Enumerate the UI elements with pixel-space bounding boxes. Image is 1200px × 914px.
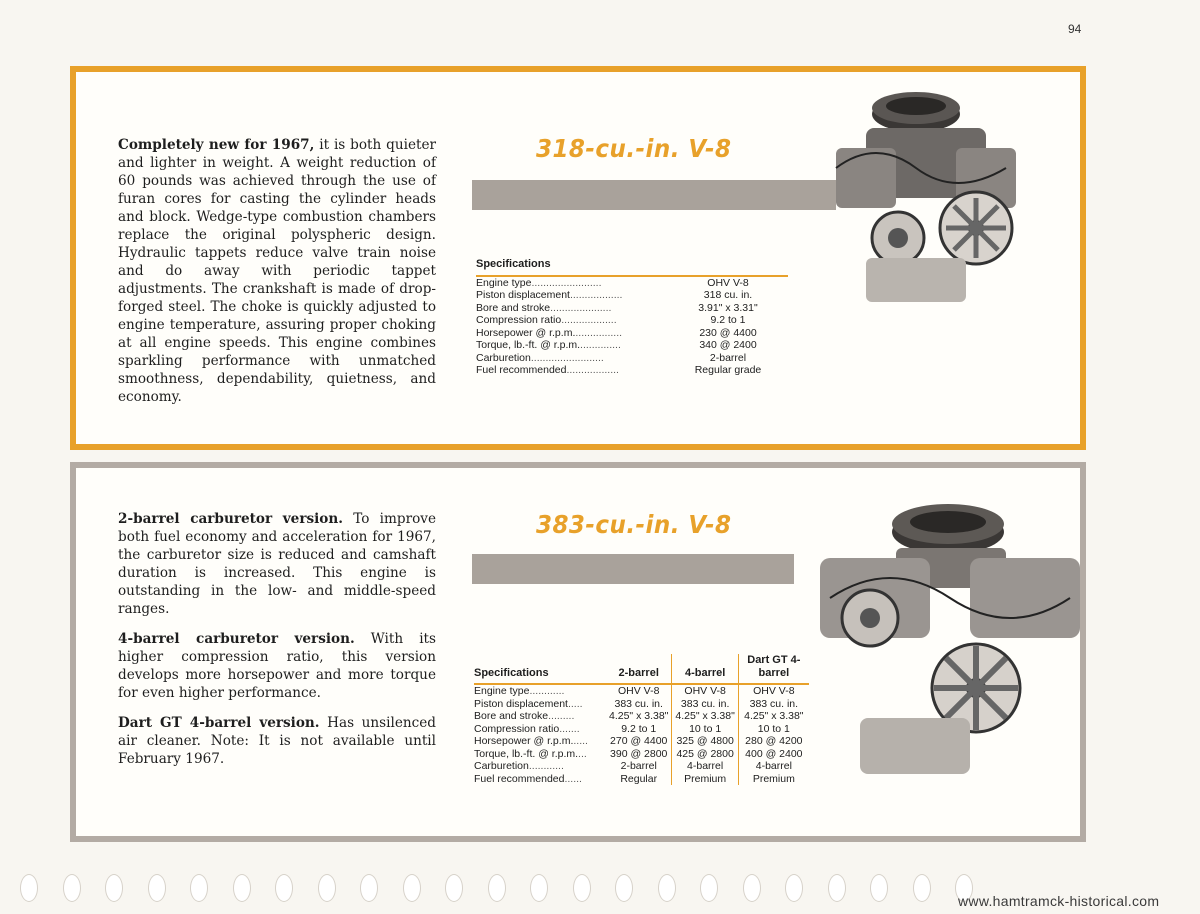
binder-hole: [615, 874, 633, 902]
spec-value: 9.2 to 1: [621, 722, 657, 735]
table-row: Horsepower @ r.p.m................. 230 @ 4400: [476, 327, 788, 340]
spec-label: Torque, lb.-ft. @ r.p.m.: [474, 747, 579, 760]
spec-label: Piston displacement: [474, 697, 568, 710]
binder-hole: [870, 874, 888, 902]
spec-value: 3.91" x 3.31": [698, 301, 758, 314]
binder-hole: [743, 874, 761, 902]
description-paragraph: [118, 630, 436, 702]
spec-value: 230 @ 4400: [699, 326, 757, 339]
engine-title: 318-cu.-in. V-8: [536, 134, 732, 163]
spec-value: Regular grade: [694, 364, 762, 376]
spec-value: 2-barrel: [709, 351, 747, 364]
binder-hole: [700, 874, 718, 902]
column-header: 4-barrel: [672, 654, 738, 684]
spec-value: OHV V-8: [672, 684, 738, 698]
description-lead: 2-barrel carburetor version.: [118, 511, 343, 527]
spec-value: 4.25" x 3.38": [738, 710, 809, 723]
binder-hole: [828, 874, 846, 902]
description-text: Has unsilenced air cleaner. Note: It is not available until February 1967.: [118, 715, 436, 767]
binder-hole: [105, 874, 123, 902]
binder-hole: [403, 874, 421, 902]
spec-value: 340 @ 2400: [699, 339, 757, 351]
spec-value: OHV V-8: [707, 276, 749, 289]
spec-label: Compression ratio: [474, 722, 560, 735]
engine-panel-318: [70, 66, 1086, 450]
table-row: Compression ratio................... 9.2 to 1: [476, 314, 788, 327]
spec-value: OHV V-8: [617, 685, 660, 697]
spec-label: Engine type: [474, 685, 530, 697]
spec-header: Specifications: [476, 258, 788, 276]
binder-hole: [20, 874, 38, 902]
binder-hole: [148, 874, 166, 902]
spec-value: OHV V-8: [738, 684, 809, 698]
table-row: Torque, lb.-ft. @ r.p.m............... 340 @ 2400: [476, 339, 788, 352]
table-row: Piston displacement..... 383 cu. in. 383 cu. in. 383 cu. in.: [474, 698, 809, 711]
spec-value: Premium: [738, 773, 809, 786]
spec-label: Piston displacement: [476, 289, 570, 301]
binder-hole: [318, 874, 336, 902]
engine-photo-318: [816, 78, 1046, 310]
spec-label: Torque, lb.-ft. @ r.p.m.: [476, 339, 581, 351]
spec-label: Horsepower @ r.p.m.: [474, 735, 574, 747]
description-paragraph: [118, 510, 436, 618]
watermark: www.hamtramck-historical.com: [958, 893, 1160, 909]
spec-value: 383 cu. in.: [738, 698, 809, 711]
spec-label: Engine type: [476, 276, 532, 289]
table-row: Torque, lb.-ft. @ r.p.m.... 390 @ 2800 425 @ 2800 400 @ 2400: [474, 748, 809, 761]
spec-label: Fuel recommended: [476, 364, 567, 376]
spec-value: 4.25" x 3.38": [609, 710, 669, 722]
spec-value: 9.2 to 1: [710, 314, 746, 326]
binder-hole: [233, 874, 251, 902]
binder-hole: [488, 874, 506, 902]
spec-label: Horsepower @ r.p.m.: [476, 326, 576, 339]
table-row: Engine type............ OHV V-8 OHV V-8 OHV V-8: [474, 684, 809, 698]
table-row: Compression ratio....... 9.2 to 1 10 to 1 10 to 1: [474, 723, 809, 736]
binder-hole: [573, 874, 591, 902]
title-bar: [472, 554, 794, 584]
spec-value: 2-barrel: [620, 760, 657, 772]
spec-value: 10 to 1: [672, 723, 738, 736]
table-row: Carburetion............ 2-barrel 4-barrel 4-barrel: [474, 760, 809, 773]
spec-value: 383 cu. in.: [614, 697, 663, 710]
spec-value: 400 @ 2400: [738, 748, 809, 761]
binder-hole: [360, 874, 378, 902]
spec-value: 325 @ 4800: [672, 735, 738, 748]
spec-value: 4-barrel: [738, 760, 809, 773]
binder-hole: [63, 874, 81, 902]
spec-table-383: [474, 654, 809, 785]
description-text: To improve both fuel economy and acceleration for 1967, the carburetor size is reduced and camshaft duration is increased. This engine is outstanding in the low- and middle-speed ranges.: [118, 511, 436, 617]
description-lead: Dart GT 4-barrel version.: [118, 715, 320, 731]
table-row: Fuel recommended...... Regular Premium Premium: [474, 773, 809, 786]
table-row: Bore and stroke..................... 3.91" x 3.31": [476, 302, 788, 315]
description-lead: Completely new for 1967,: [118, 137, 315, 153]
spec-value: 270 @ 4400: [610, 735, 668, 747]
spec-value: 4-barrel: [672, 760, 738, 773]
table-row: Engine type........................ OHV V-8: [476, 276, 788, 290]
spec-value: 390 @ 2800: [610, 747, 668, 760]
column-header: 2-barrel: [606, 654, 672, 684]
spec-label: Carburetion: [474, 760, 529, 772]
binder-hole: [785, 874, 803, 902]
spec-value: 318 cu. in.: [703, 289, 753, 301]
spec-value: 10 to 1: [738, 723, 809, 736]
table-row: Horsepower @ r.p.m...... 270 @ 4400 325 @ 4800 280 @ 4200: [474, 735, 809, 748]
spec-label: Bore and stroke: [474, 710, 549, 722]
engine-description: [118, 510, 436, 780]
binder-hole: [658, 874, 676, 902]
spec-table-318: [476, 258, 788, 377]
spec-value: Premium: [672, 773, 738, 786]
description-paragraph: [118, 714, 436, 768]
spec-label: Compression ratio: [476, 314, 562, 326]
table-row: Fuel recommended.................. Regular grade: [476, 364, 788, 377]
engine-title: 383-cu.-in. V-8: [536, 510, 732, 539]
binder-hole: [445, 874, 463, 902]
spec-label: Carburetion: [476, 351, 531, 364]
binder-hole: [190, 874, 208, 902]
title-bar: [472, 180, 836, 210]
spec-value: 280 @ 4200: [738, 735, 809, 748]
spec-header: Specifications: [474, 654, 606, 684]
binder-hole: [913, 874, 931, 902]
spec-label: Bore and stroke: [476, 301, 551, 314]
binder-hole: [275, 874, 293, 902]
spec-value: 425 @ 2800: [672, 748, 738, 761]
spec-value: 4.25" x 3.38": [672, 710, 738, 723]
table-row: Carburetion......................... 2-barrel: [476, 352, 788, 365]
engine-panel-383: [70, 462, 1086, 842]
spec-value: 383 cu. in.: [672, 698, 738, 711]
description-paragraph: [118, 136, 436, 406]
table-row: Piston displacement.................. 318 cu. in.: [476, 289, 788, 302]
description-text: it is both quieter and lighter in weight. A weight reduction of 60 pounds was achieved through the use of furan cores for casting the cylinder heads and block. Wedge-type combustion chambers replace the original polyspheric design. Hydraulic tappets reduce valve train noise and do away with periodic tappet adjustments. The crankshaft is made of drop-forged steel. The choke is quickly adjusted to engine temperature, assuring proper choking at all engine speeds. This engine combines sparkling performance with unmatched smoothness, dependability, quietness, and economy.: [118, 137, 436, 405]
column-header: Dart GT 4-barrel: [738, 654, 809, 684]
description-text: With its higher compression ratio, this version develops more horsepower and more torque for even higher performance.: [118, 631, 436, 701]
table-row: Bore and stroke......... 4.25" x 3.38" 4.25" x 3.38" 4.25" x 3.38": [474, 710, 809, 723]
spec-value: Regular: [620, 772, 658, 785]
spec-label: Fuel recommended: [474, 772, 565, 785]
engine-description: [118, 136, 436, 418]
binder-hole: [530, 874, 548, 902]
engine-photo-383: [800, 488, 1090, 790]
page-number: 94: [1068, 22, 1082, 36]
description-lead: 4-barrel carburetor version.: [118, 631, 355, 647]
